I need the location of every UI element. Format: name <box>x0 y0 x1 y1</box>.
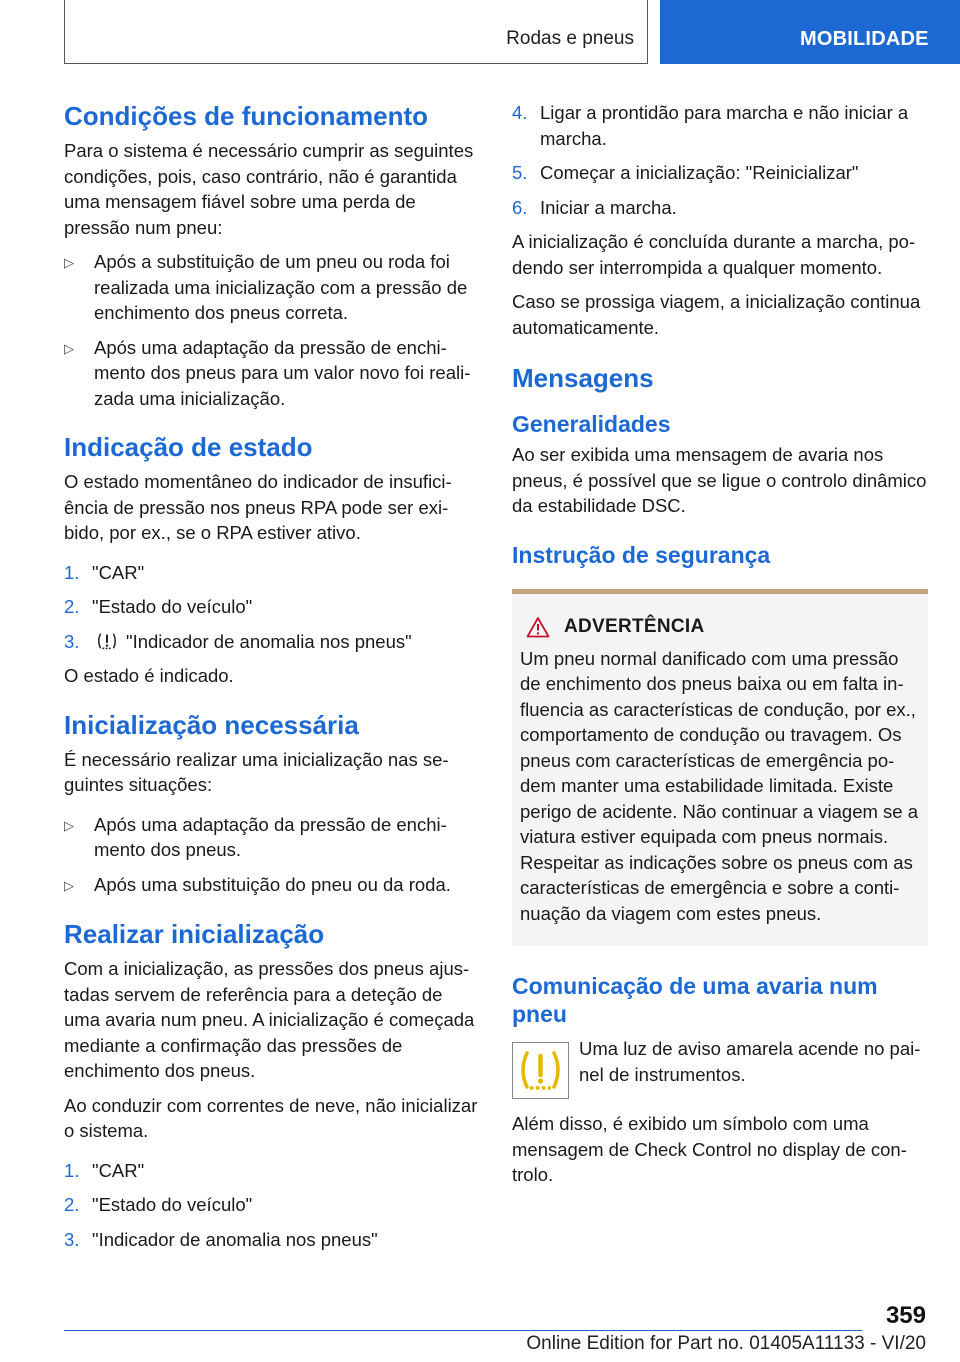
paragraph-condicoes-intro: Para o sistema é necessário cumprir as seguintes condições, pois, caso contrário, não é garantida uma mensagem fiável sobre uma perda de pressão num pneu: <box>64 140 474 238</box>
list-item: ▷ Após uma substituição do pneu ou da roda. <box>64 872 478 899</box>
warning-triangle-icon <box>526 616 550 638</box>
tire-pressure-warning-icon <box>512 1042 569 1099</box>
list-item: 4. Ligar a prontidão para marcha e não iniciar a marcha. <box>512 102 909 149</box>
list-item: 5. Começar a inicialização: "Reinicializar" <box>512 162 859 183</box>
header-section-title: Rodas e pneus <box>506 28 634 49</box>
header-tab-mobilidade[interactable] <box>660 0 960 64</box>
heading-instrucao-seguranca: Instrução de segurança <box>512 541 771 568</box>
list-item: ▷ Após uma adaptação da pressão de enchimento dos pneus. <box>64 812 478 863</box>
list-item: 3. "Indicador de anomalia nos pneus" <box>64 1228 378 1250</box>
paragraph-inicializacao-intro: É necessário realizar uma inicialização nas seguintes situações: <box>64 748 449 795</box>
heading-realizar-inicializacao: Realizar inicialização <box>64 919 325 949</box>
warning-box <box>512 589 928 947</box>
list-item: 2. "Estado do veículo" <box>64 1194 253 1215</box>
list-item: 1. "CAR" <box>64 561 145 583</box>
right-column <box>512 100 928 1197</box>
warning-title <box>520 616 920 638</box>
left-column <box>64 100 478 1261</box>
list-item: ▷ Após a substituição de um pneu ou roda foi realizada uma inicialização com a pressão de enchimento dos pneus correta. <box>64 249 478 326</box>
heading-mensagens: Mensagens <box>512 363 654 393</box>
list-item: 6. Iniciar a marcha. <box>512 196 677 218</box>
paragraph-check-control: Além disso, é exibido um símbolo com uma mensagem de Check Control no display de controlo. <box>512 1113 907 1185</box>
paragraph-estado-intro: O estado momentâneo do indicador de insuficiência de pressão nos pneus RPA pode ser exibido, por ex., se o RPA estiver ativo. <box>64 471 452 543</box>
heading-indicacao-estado: Indicação de estado <box>64 432 313 462</box>
triangle-right-icon: ▷ <box>64 255 74 270</box>
heading-inicializacao-necessaria: Inicialização necessária <box>64 709 359 740</box>
warning-text: Um pneu normal danificado com uma pressão de enchimento dos pneus baixa ou em falta influencia as características de condução, por ex., comportamento de condução ou travagem. Os pneus com características de emergência podem manter uma estabilidade limitada. Existe perigo de acidente. Não continuar a viagem se a viatura estiver equipada com pneus normais. Respeitar as indicações sobre os pneus com as características de emergência e sobre a continuação da viagem com estes pneus. <box>520 647 919 924</box>
triangle-right-icon: ▷ <box>64 817 74 833</box>
paragraph-generalidades: Ao ser exibida uma mensagem de avaria nos pneus, é possível que se ligue o controlo dinâmico da estabilidade DSC. <box>512 444 927 516</box>
tpms-indicator-row <box>512 1034 928 1099</box>
footer-edition: Online Edition for Part no. 01405A11133 - VI/20 <box>526 1333 926 1354</box>
list-item: 2. "Estado do veículo" <box>64 596 253 617</box>
heading-condicoes: Condições de funcionamento <box>64 101 429 131</box>
paragraph-continuacao: Caso se prossiga viagem, a inicialização continua automaticamente. <box>512 291 921 338</box>
tire-pressure-warning-icon <box>96 630 118 652</box>
list-item: ▷ Após uma adaptação da pressão de enchimento dos pneus para um valor novo foi realizada uma inicialização. <box>64 335 478 412</box>
paragraph-realizar-p2: Ao conduzir com correntes de neve, não inicializar o sistema. <box>64 1094 478 1141</box>
paragraph-luz-aviso: Uma luz de aviso amarela acende no painel de instrumentos. <box>579 1038 921 1085</box>
paragraph-conclusao: A inicialização é concluída durante a marcha, podendo ser interrompida a qualquer momento. <box>512 231 916 278</box>
paragraph-realizar-p1: Com a inicialização, as pressões dos pneus ajustadas servem de referência para a deteção de uma avaria num pneu. A inicialização é começada mediante a confirmação das pressões de enchimento dos pneus. <box>64 958 475 1081</box>
warning-label: ADVERTÊNCIA <box>564 615 705 637</box>
footer-divider <box>64 1330 862 1331</box>
list-item: 1. "CAR" <box>64 1159 145 1181</box>
paragraph-estado-result: O estado é indicado. <box>64 665 234 686</box>
triangle-right-icon: ▷ <box>64 877 74 893</box>
header-tab-label: MOBILIDADE <box>800 28 929 50</box>
heading-comunicacao-avaria: Comunicação de uma avaria num pneu <box>512 973 878 1027</box>
heading-generalidades: Generalidades <box>512 411 671 437</box>
page-number: 359 <box>885 1302 926 1329</box>
triangle-right-icon: ▷ <box>64 340 74 356</box>
list-item: 3. "Indicador de anomalia nos pneus" <box>64 630 412 652</box>
